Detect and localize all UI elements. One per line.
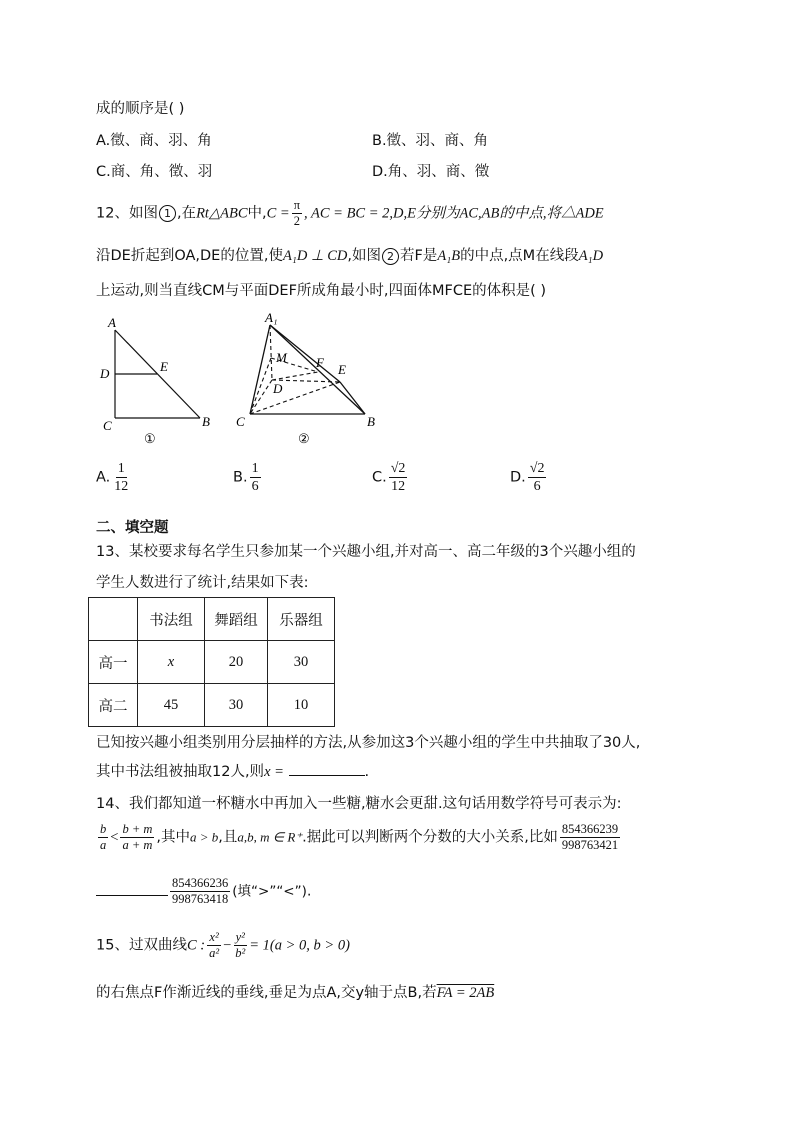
q14-text: ,且 xyxy=(218,829,238,846)
q14-text: ,其中 xyxy=(156,829,191,846)
minus-sign: − xyxy=(223,937,232,954)
q12-segment: A₁B xyxy=(437,248,461,264)
label-b: B xyxy=(367,414,375,429)
frac-num: π xyxy=(293,198,301,212)
label-c: C xyxy=(103,418,112,433)
option-c-fraction xyxy=(389,460,408,495)
q11-option-b: B.徵、羽、商、角 xyxy=(372,133,489,149)
option-label: D. xyxy=(510,469,526,486)
figure-ref-2: 2 xyxy=(382,248,399,265)
q13-line-1: 13、某校要求每名学生只参加某一个兴趣小组,并对高一、高二年级的3个兴趣小组的 xyxy=(96,544,636,560)
frac-den: 12 xyxy=(391,479,406,494)
answer-blank[interactable] xyxy=(96,895,168,896)
option-label: C. xyxy=(372,469,387,486)
figure-1 xyxy=(95,310,220,445)
frac-den: a² xyxy=(209,946,220,960)
q14-set: a,b, m ∈ R⁺ xyxy=(237,829,303,845)
q12-option-d xyxy=(510,460,548,495)
fraction-x2-a2 xyxy=(207,930,221,961)
q12-text: ,如图 xyxy=(347,248,381,264)
frac-den: 6 xyxy=(533,479,541,494)
q15-vector-eq: FA = 2AB xyxy=(436,985,495,1001)
table-row xyxy=(89,684,335,727)
q12-text: 若F是 xyxy=(399,248,438,264)
q14-line-3 xyxy=(96,876,312,907)
frac-den: 998763418 xyxy=(172,892,229,906)
q12-pi-over-2 xyxy=(292,198,302,229)
q12-text: 中, xyxy=(247,205,267,222)
label-e: E xyxy=(338,362,346,377)
table-header-cell: 乐器组 xyxy=(268,598,335,641)
label-e: E xyxy=(160,359,168,374)
fraction-example-1 xyxy=(560,822,620,853)
q15-text: 15、过双曲线 xyxy=(96,937,187,954)
q14-text: .据此可以判断两个分数的大小关系,比如 xyxy=(302,829,558,846)
label-a: A xyxy=(108,315,116,330)
table-cell: 10 xyxy=(268,684,335,727)
q12-triangle: Rt△ABC xyxy=(196,205,248,222)
segment-a1d xyxy=(270,325,272,380)
less-than: < xyxy=(110,829,119,846)
option-a-fraction xyxy=(112,460,130,495)
fraction-example-2 xyxy=(170,876,230,907)
q15-text: 的右焦点F作渐近线的垂线,垂足为点A,交y轴于点B,若 xyxy=(96,985,437,1001)
frac-den: a xyxy=(100,838,107,852)
q12-fold-text: 沿DE折起到OA,DE的位置,使 xyxy=(96,248,283,264)
frac-num: 854366236 xyxy=(172,876,229,890)
table-cell: 高二 xyxy=(89,684,138,727)
fraction-bm-over-am xyxy=(120,822,154,853)
stats-table xyxy=(88,597,335,727)
section-heading: 二、填空题 xyxy=(96,520,169,536)
q12-angle-c: C = xyxy=(266,205,290,222)
label-b: B xyxy=(202,414,210,429)
caption-1: ① xyxy=(144,431,156,445)
q12-option-b xyxy=(233,460,263,495)
frac-den: 998763421 xyxy=(561,838,619,852)
q12-lengths: , AC = BC = 2, xyxy=(304,205,394,222)
q12-line-1 xyxy=(96,198,604,229)
table-cell: 高一 xyxy=(89,641,138,684)
q14-period: . xyxy=(306,883,312,900)
segment-eb xyxy=(340,382,365,414)
q12-number: 12、如图 xyxy=(96,205,158,222)
frac-num: √2 xyxy=(529,461,545,476)
table-header-row xyxy=(89,598,335,641)
q15-line-1 xyxy=(96,930,350,961)
q12-line-3: 上运动,则当直线CM与平面DEF所成角最小时,四面体MFCE的体积是( ) xyxy=(96,283,547,299)
q12-segment: A₁D xyxy=(578,248,604,264)
table-header-cell: 书法组 xyxy=(138,598,205,641)
q12-option-c xyxy=(372,460,409,495)
q12-text: ,在 xyxy=(176,205,197,222)
label-a1: A₁ xyxy=(265,310,278,325)
table-cell: 30 xyxy=(205,684,268,727)
q13-line-3: 已知按兴趣小组类别用分层抽样的方法,从参加这3个兴趣小组的学生中共抽取了30人, xyxy=(96,735,641,751)
fraction-y2-b2 xyxy=(233,930,247,961)
q13-x-eq: x = xyxy=(264,764,284,780)
q12-midpoints: D,E分别为AC,AB的中点,将△ADE xyxy=(393,205,604,222)
q14-cond: a > b xyxy=(190,829,219,845)
frac-den: a + m xyxy=(122,838,153,852)
option-label: A. xyxy=(96,469,111,486)
frac-den: 2 xyxy=(293,214,300,228)
option-b-fraction xyxy=(250,460,261,495)
q14-fill-hint: (填“>”“<”) xyxy=(232,883,307,900)
q14-line-1: 14、我们都知道一杯糖水中再加入一些糖,糖水会更甜.这句话用数学符号可表示为: xyxy=(96,796,622,812)
q11-stem-tail: 成的顺序是( ) xyxy=(96,101,185,117)
frac-num: 854366239 xyxy=(561,822,619,836)
q13-text: 其中书法组被抽取12人,则 xyxy=(96,764,265,780)
table-cell: 30 xyxy=(268,641,335,684)
q15-line-2 xyxy=(96,981,494,1002)
option-d-fraction xyxy=(528,460,547,495)
label-d: D xyxy=(100,366,110,381)
q15-curve-name: C : xyxy=(186,937,206,954)
q12-text: 的中点,点M在线段 xyxy=(460,248,579,264)
fraction-b-over-a xyxy=(98,822,108,853)
q15-equation: = 1(a > 0, b > 0) xyxy=(249,937,350,954)
q12-option-a xyxy=(96,460,132,495)
q13-line-2: 学生人数进行了统计,结果如下表: xyxy=(96,575,309,591)
table-cell: 45 xyxy=(138,684,205,727)
frac-num: b xyxy=(100,822,107,836)
answer-blank[interactable] xyxy=(289,775,365,776)
table-header-cell: 舞蹈组 xyxy=(205,598,268,641)
figure-ref-1: 1 xyxy=(159,205,176,222)
q12-perp: A₁D ⊥ CD xyxy=(282,248,348,264)
segment-ce xyxy=(250,382,340,414)
frac-num: 1 xyxy=(117,461,125,476)
q12-line-2 xyxy=(96,244,603,265)
q11-option-d: D.角、羽、商、徵 xyxy=(372,164,490,180)
frac-den: 6 xyxy=(251,479,259,494)
q11-option-c: C.商、角、徵、羽 xyxy=(96,164,213,180)
table-header-cell xyxy=(89,598,138,641)
option-label: B. xyxy=(233,469,248,486)
table-cell: x xyxy=(138,641,205,684)
frac-den: 12 xyxy=(114,479,129,494)
table-cell: 20 xyxy=(205,641,268,684)
segment-df xyxy=(272,372,318,380)
q14-line-2 xyxy=(96,822,622,853)
frac-num: b + m xyxy=(122,822,153,836)
figure-2 xyxy=(232,310,382,445)
q11-option-a: A.徵、商、羽、角 xyxy=(96,133,212,149)
table-row xyxy=(89,641,335,684)
frac-num: x² xyxy=(209,930,219,944)
label-f: F xyxy=(316,355,324,370)
label-c: C xyxy=(236,414,245,429)
caption-2: ② xyxy=(298,431,310,445)
frac-num: √2 xyxy=(390,461,406,476)
frac-num: 1 xyxy=(251,461,259,476)
label-m: M xyxy=(276,350,287,365)
segment-a1c xyxy=(250,325,270,414)
q13-period: . xyxy=(364,764,370,780)
q13-line-4 xyxy=(96,760,369,781)
label-d: D xyxy=(273,381,283,396)
frac-den: b² xyxy=(235,946,246,960)
frac-num: y² xyxy=(235,930,245,944)
